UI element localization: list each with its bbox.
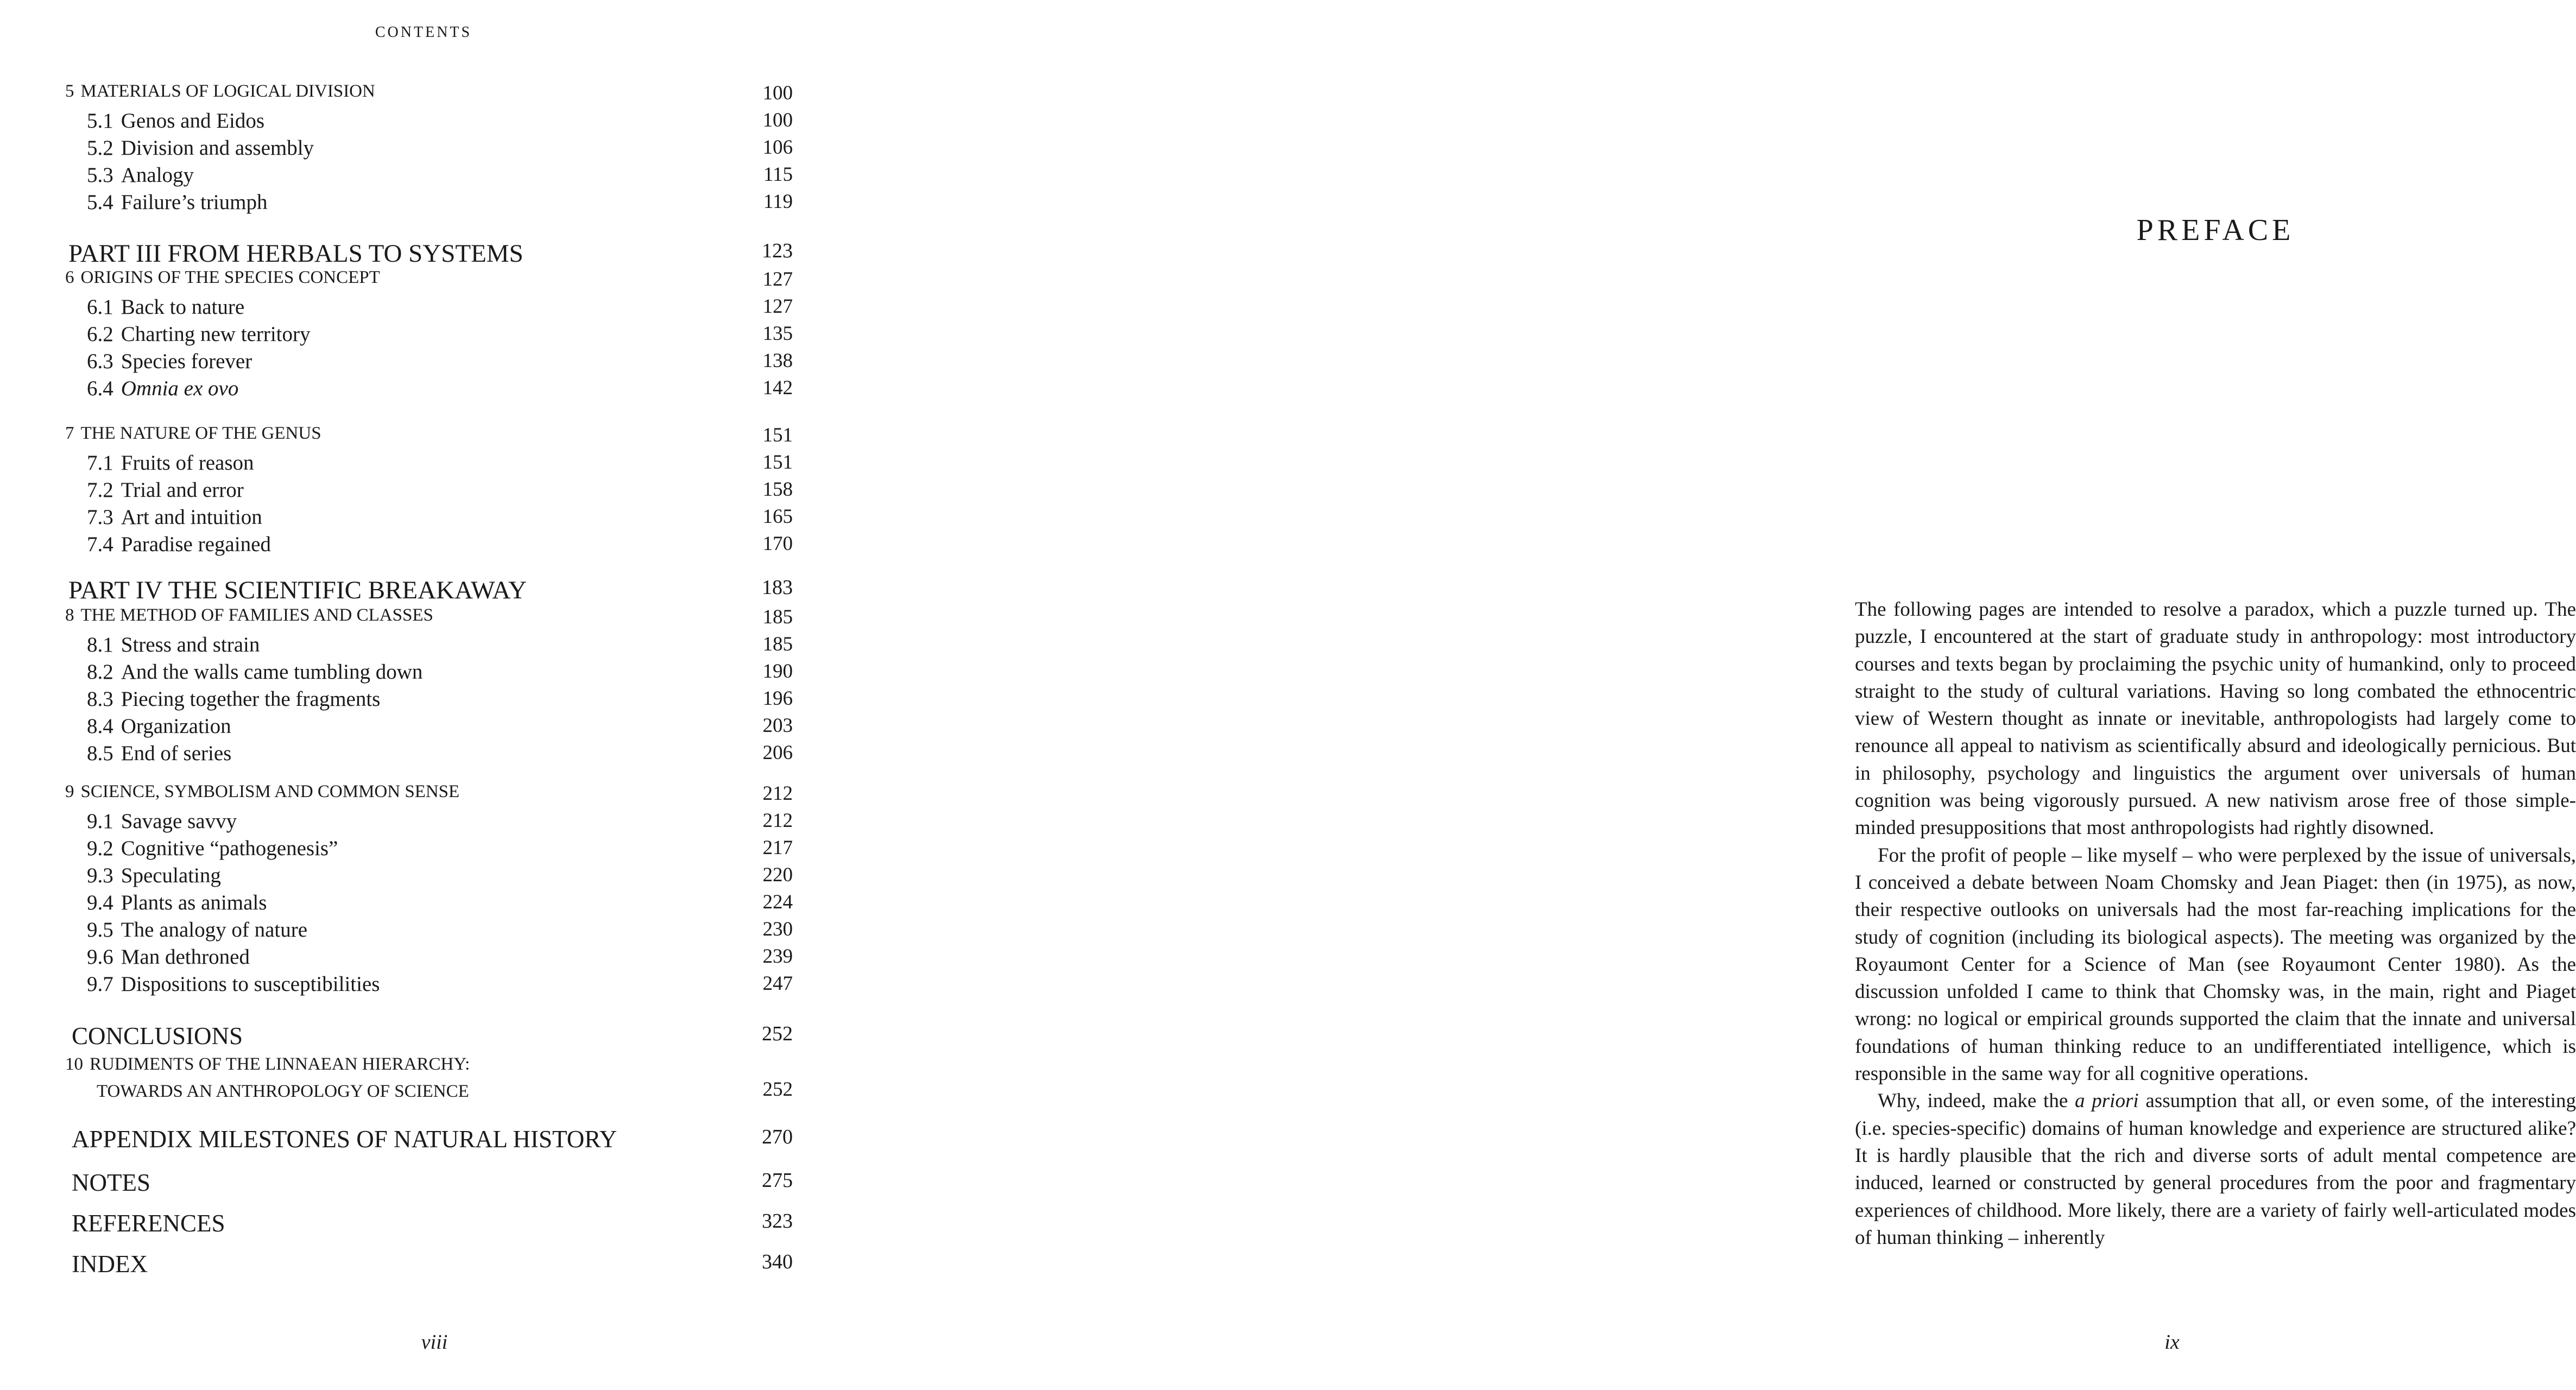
toc-entry-title: [87, 532, 271, 557]
toc-entry-page: 275: [762, 1169, 793, 1192]
toc-entry-title: [72, 1250, 148, 1278]
toc-entry: [0, 81, 793, 109]
toc-entry-page: 224: [762, 891, 793, 913]
toc-entry-number: 8.5: [87, 742, 113, 765]
toc-entry-title: [87, 190, 267, 214]
toc-entry-page: 323: [762, 1210, 793, 1233]
toc-entry: [0, 1168, 793, 1196]
paragraph: For the profit of people – like myself – who were perplexed by the issue of universals, I conceived a debate between Noam Chomsky and Jean Piaget: then (in 1975), as now, their respective outlooks on universals had the most far-reaching implications for the study of cognition (including its biological aspects). The meeting was organized by the Royaumont Center for a Science of Man (see Royaumont Center 1980). As the discussion unfolded I came to think that Chomsky was, in the main, right and Piaget wrong: no logical or empirical grounds supported the claim that the innate and universal foundations of human thinking reduce to an undifferentiated intelligence, which is responsible in the same way for all cognitive operations.: [1855, 844, 2576, 1085]
toc-entry: [0, 349, 793, 376]
toc-entry-number: 5.4: [87, 191, 113, 214]
toc-entry-title: [72, 1209, 225, 1237]
toc-entry-number: 9.1: [87, 810, 113, 833]
toc-entry: [0, 295, 793, 322]
toc-entry-title: [87, 349, 252, 374]
toc-entry-text: Genos and Eidos: [121, 109, 265, 132]
toc-entry-title: [87, 714, 231, 738]
toc-entry-number: 6.1: [87, 295, 113, 319]
toc-entry-page: 239: [762, 945, 793, 968]
toc-entry-title: [87, 863, 221, 888]
toc-entry-text: Savage savvy: [121, 810, 237, 833]
toc-entry-number: 7: [65, 424, 74, 443]
toc-entry-page: 217: [762, 837, 793, 859]
toc-entry-number: 9.2: [87, 837, 113, 860]
toc-entry-text-continued: TOWARDS AN ANTHROPOLOGY OF SCIENCE: [97, 1082, 469, 1101]
toc-entry-page: 127: [762, 268, 793, 290]
toc-entry-title: [87, 295, 244, 319]
toc-entry-number: 5.1: [87, 109, 113, 132]
preface-title: PREFACE: [2136, 213, 2295, 247]
toc-entry-text: And the walls came tumbling down: [121, 660, 423, 684]
toc-entry-page: 190: [762, 660, 793, 683]
left-page: [0, 0, 880, 1390]
page-number: viii: [421, 1331, 448, 1354]
toc-entry-title: [87, 809, 237, 833]
toc-entry-number: 8: [65, 605, 74, 625]
toc-entry: [0, 451, 793, 478]
toc-entry-text: Dispositions to susceptibilities: [121, 972, 380, 996]
toc-entry-text: RUDIMENTS OF THE LINNAEAN HIERARCHY:: [90, 1054, 470, 1074]
toc-entry: [0, 809, 793, 836]
toc-entry: [0, 890, 793, 918]
toc-entry-title: [87, 918, 307, 942]
toc-entry-text: Charting new territory: [121, 323, 311, 346]
toc-entry: [0, 190, 793, 217]
toc-entry-text: Species forever: [121, 350, 252, 373]
toc-entry-page: 252: [762, 1022, 793, 1045]
toc-entry-text: The analogy of nature: [121, 918, 308, 942]
toc-entry: [0, 268, 793, 295]
toc-entry-number: 6.2: [87, 323, 113, 346]
running-head: CONTENTS: [375, 24, 472, 41]
toc-entry-page: 203: [762, 715, 793, 737]
toc-entry-page: 135: [762, 323, 793, 345]
toc-entry: [0, 918, 793, 945]
toc-entry-text: Paradise regained: [121, 533, 271, 556]
toc-entry: [0, 322, 793, 349]
toc-entry-title: [65, 424, 321, 444]
toc-entry-title: [87, 163, 194, 187]
toc-entry-text: CONCLUSIONS: [72, 1022, 243, 1050]
toc-entry-text: Omnia ex ovo: [121, 377, 239, 400]
toc-entry: [0, 478, 793, 505]
toc-entry-number: 7.4: [87, 533, 113, 556]
toc-entry-title: [72, 1125, 617, 1153]
toc-entry-page: 230: [762, 918, 793, 940]
toc-entry: [0, 532, 793, 559]
toc-entry: [0, 376, 793, 403]
toc-entry-number: 9.6: [87, 945, 113, 969]
toc-entry-page: 206: [762, 742, 793, 764]
toc-entry-page: 123: [762, 239, 793, 262]
toc-entry-number: 6.4: [87, 377, 113, 400]
toc-entry-page: 340: [762, 1250, 793, 1273]
toc-entry-page: 158: [762, 478, 793, 501]
toc-entry-text: Trial and error: [121, 478, 244, 502]
toc-entry-text: Fruits of reason: [121, 451, 254, 475]
toc-entry: [0, 1250, 793, 1277]
toc-entry-number: 5.3: [87, 163, 113, 187]
toc-entry-text: THE METHOD OF FAMILIES AND CLASSES: [80, 605, 433, 625]
toc-entry-text: PART IV THE SCIENTIFIC BREAKAWAY: [68, 576, 527, 604]
toc-entry-text: Division and assembly: [121, 136, 314, 160]
toc-entry-title: [87, 322, 310, 346]
toc-entry-title: [87, 687, 380, 711]
toc-entry-page: 247: [762, 972, 793, 995]
toc-entry-page: 212: [762, 782, 793, 805]
toc-entry-text: MATERIALS OF LOGICAL DIVISION: [80, 81, 375, 101]
toc-entry-page: 170: [762, 533, 793, 555]
toc-entry-title: [87, 451, 254, 475]
toc-entry-page: 252: [762, 1078, 793, 1101]
toc-entry-number: 6: [65, 268, 74, 287]
toc-entry-text: Stress and strain: [121, 633, 260, 656]
preface-body: [1855, 596, 2576, 1252]
toc-entry-text: INDEX: [72, 1250, 148, 1278]
toc-entry: [0, 505, 793, 532]
toc-entry: [0, 945, 793, 972]
toc-entry-title: [87, 376, 238, 401]
toc-entry-title: [87, 972, 380, 996]
toc-entry-number: 9.3: [87, 864, 113, 887]
toc-entry-text: APPENDIX MILESTONES OF NATURAL HISTORY: [72, 1126, 617, 1153]
toc-entry-text: Art and intuition: [121, 506, 262, 529]
toc-entry-text: REFERENCES: [72, 1210, 225, 1237]
toc-entry-title: [68, 576, 527, 605]
toc-entry-page: 212: [762, 810, 793, 832]
toc-entry: [0, 972, 793, 999]
toc-entry: [0, 633, 793, 660]
toc-entry-title: [65, 782, 459, 802]
page-number: ix: [2164, 1331, 2180, 1354]
paragraph: The following pages are intended to resolve a paradox, which a puzzle turned up. The puzzle, I encountered at the start of graduate study in anthropology: most introductory courses and texts began by proclaiming the psychic unity of humankind, only to proceed straight to the study of cultural variations. Having so long combated the ethnocentric view of Western thought as innate or inevitable, anthropologists had largely come to renounce all appeal to nativism as scientifically absurd and ideologically pernicious. But in philosophy, psychology and linguistics the argument over universals of human cognition was being vigorously pursued. A new nativism arose free of those simple-minded presuppositions that most anthropologists had rightly disowned.: [1855, 598, 2576, 839]
toc-entry-number: 5.2: [87, 136, 113, 160]
toc-entry-title: [65, 81, 375, 102]
toc-entry-text: ORIGINS OF THE SPECIES CONCEPT: [80, 268, 380, 287]
toc-entry-title: [65, 1051, 470, 1105]
toc-entry-number: 5: [65, 81, 74, 101]
toc-entry-page: 220: [762, 864, 793, 886]
toc-entry: [0, 576, 793, 603]
toc-entry-page: 183: [762, 576, 793, 599]
toc-entry: [0, 239, 793, 266]
toc-entry-title: [72, 1022, 243, 1050]
toc-entry-number: 7.1: [87, 451, 113, 475]
toc-entry-text: Analogy: [121, 163, 194, 187]
toc-entry-number: 10: [65, 1054, 83, 1074]
toc-entry-page: 115: [763, 163, 793, 186]
toc-entry-text: Cognitive “pathogenesis”: [121, 837, 338, 860]
toc-entry: [0, 836, 793, 863]
toc-entry: [0, 782, 793, 809]
toc-entry-text: PART III FROM HERBALS TO SYSTEMS: [68, 239, 523, 268]
toc-entry-text: Organization: [121, 715, 231, 738]
toc-entry-title: [87, 136, 314, 160]
toc-entry-number: 9: [65, 782, 74, 801]
toc-entry-text: Piecing together the fragments: [121, 687, 381, 711]
toc-entry-title: [87, 890, 267, 915]
toc-entry: [0, 1022, 793, 1049]
toc-entry-title: [87, 836, 338, 861]
toc-entry: [0, 741, 793, 768]
toc-entry: [0, 687, 793, 714]
toc-entry-number: 7.3: [87, 506, 113, 529]
toc-entry: [0, 109, 793, 136]
toc-entry-page: 100: [762, 109, 793, 131]
toc-entry-text: End of series: [121, 742, 232, 765]
toc-entry-title: [65, 268, 380, 288]
toc-entry-title: [87, 945, 250, 969]
toc-entry-text: Back to nature: [121, 295, 245, 319]
toc-entry: [0, 1051, 793, 1101]
toc-entry-number: 8.4: [87, 715, 113, 738]
toc-entry: [0, 136, 793, 163]
toc-entry-title: [65, 605, 433, 626]
toc-entry-page: 100: [762, 82, 793, 104]
toc-entry-page: 127: [762, 295, 793, 318]
toc-entry-page: 185: [762, 606, 793, 628]
toc-entry-number: 8.3: [87, 687, 113, 711]
toc-entry-page: 106: [762, 136, 793, 159]
toc-entry-text: Plants as animals: [121, 891, 267, 914]
paragraph: Why, indeed, make the a priori assumption that all, or even some, of the interesting (i.e. species-specific) domains of human knowledge and experience are structured alike? It is hardly plausible that the rich and diverse sorts of adult mental competence are induced, learned or constructed by general procedures from the poor and fragmentary experiences of childhood. More likely, there are a variety of fairly well-articulated modes of human thinking – inherently: [1855, 1090, 2576, 1249]
toc-entry: [0, 1125, 793, 1152]
toc-entry-page: 119: [763, 191, 793, 213]
toc-entry-text: Man dethroned: [121, 945, 250, 969]
toc-entry-page: 165: [762, 506, 793, 528]
toc-entry-number: 7.2: [87, 478, 113, 502]
toc-entry-text: Failure’s triumph: [121, 191, 268, 214]
toc-entry-page: 151: [762, 424, 793, 446]
toc-entry-number: 9.7: [87, 972, 113, 996]
toc-entry: [0, 1209, 793, 1236]
toc-entry-number: 8.2: [87, 660, 113, 684]
toc-entry-title: [68, 239, 523, 268]
toc-entry-page: 142: [762, 377, 793, 399]
toc-entry-text: SCIENCE, SYMBOLISM AND COMMON SENSE: [80, 782, 460, 801]
toc-entry-page: 196: [762, 687, 793, 710]
toc-entry-title: [87, 633, 260, 657]
toc-entry-text: THE NATURE OF THE GENUS: [80, 424, 321, 443]
toc-entry: [0, 605, 793, 633]
toc-entry-number: 9.5: [87, 918, 113, 942]
toc-entry-text: NOTES: [72, 1169, 150, 1196]
toc-entry: [0, 714, 793, 741]
toc-entry-page: 270: [762, 1126, 793, 1148]
toc-entry-page: 138: [762, 350, 793, 372]
italic-phrase: a priori: [2075, 1090, 2139, 1113]
right-page: [891, 0, 2576, 1390]
toc-entry-title: [87, 109, 264, 133]
toc-entry: [0, 163, 793, 190]
toc-entry-number: 9.4: [87, 891, 113, 914]
toc-entry-title: [87, 660, 422, 684]
toc-entry-title: [87, 478, 244, 502]
toc-entry: [0, 660, 793, 687]
toc-entry-number: 6.3: [87, 350, 113, 373]
toc-entry-title: [72, 1168, 150, 1197]
toc-entry-title: [87, 505, 262, 529]
toc-entry: [0, 424, 793, 451]
toc-entry-number: 8.1: [87, 633, 113, 656]
toc-entry-page: 185: [762, 633, 793, 655]
toc-entry-text: Speculating: [121, 864, 221, 887]
toc-entry-title: [87, 741, 231, 766]
toc-entry: [0, 863, 793, 890]
toc-entry-page: 151: [762, 451, 793, 473]
